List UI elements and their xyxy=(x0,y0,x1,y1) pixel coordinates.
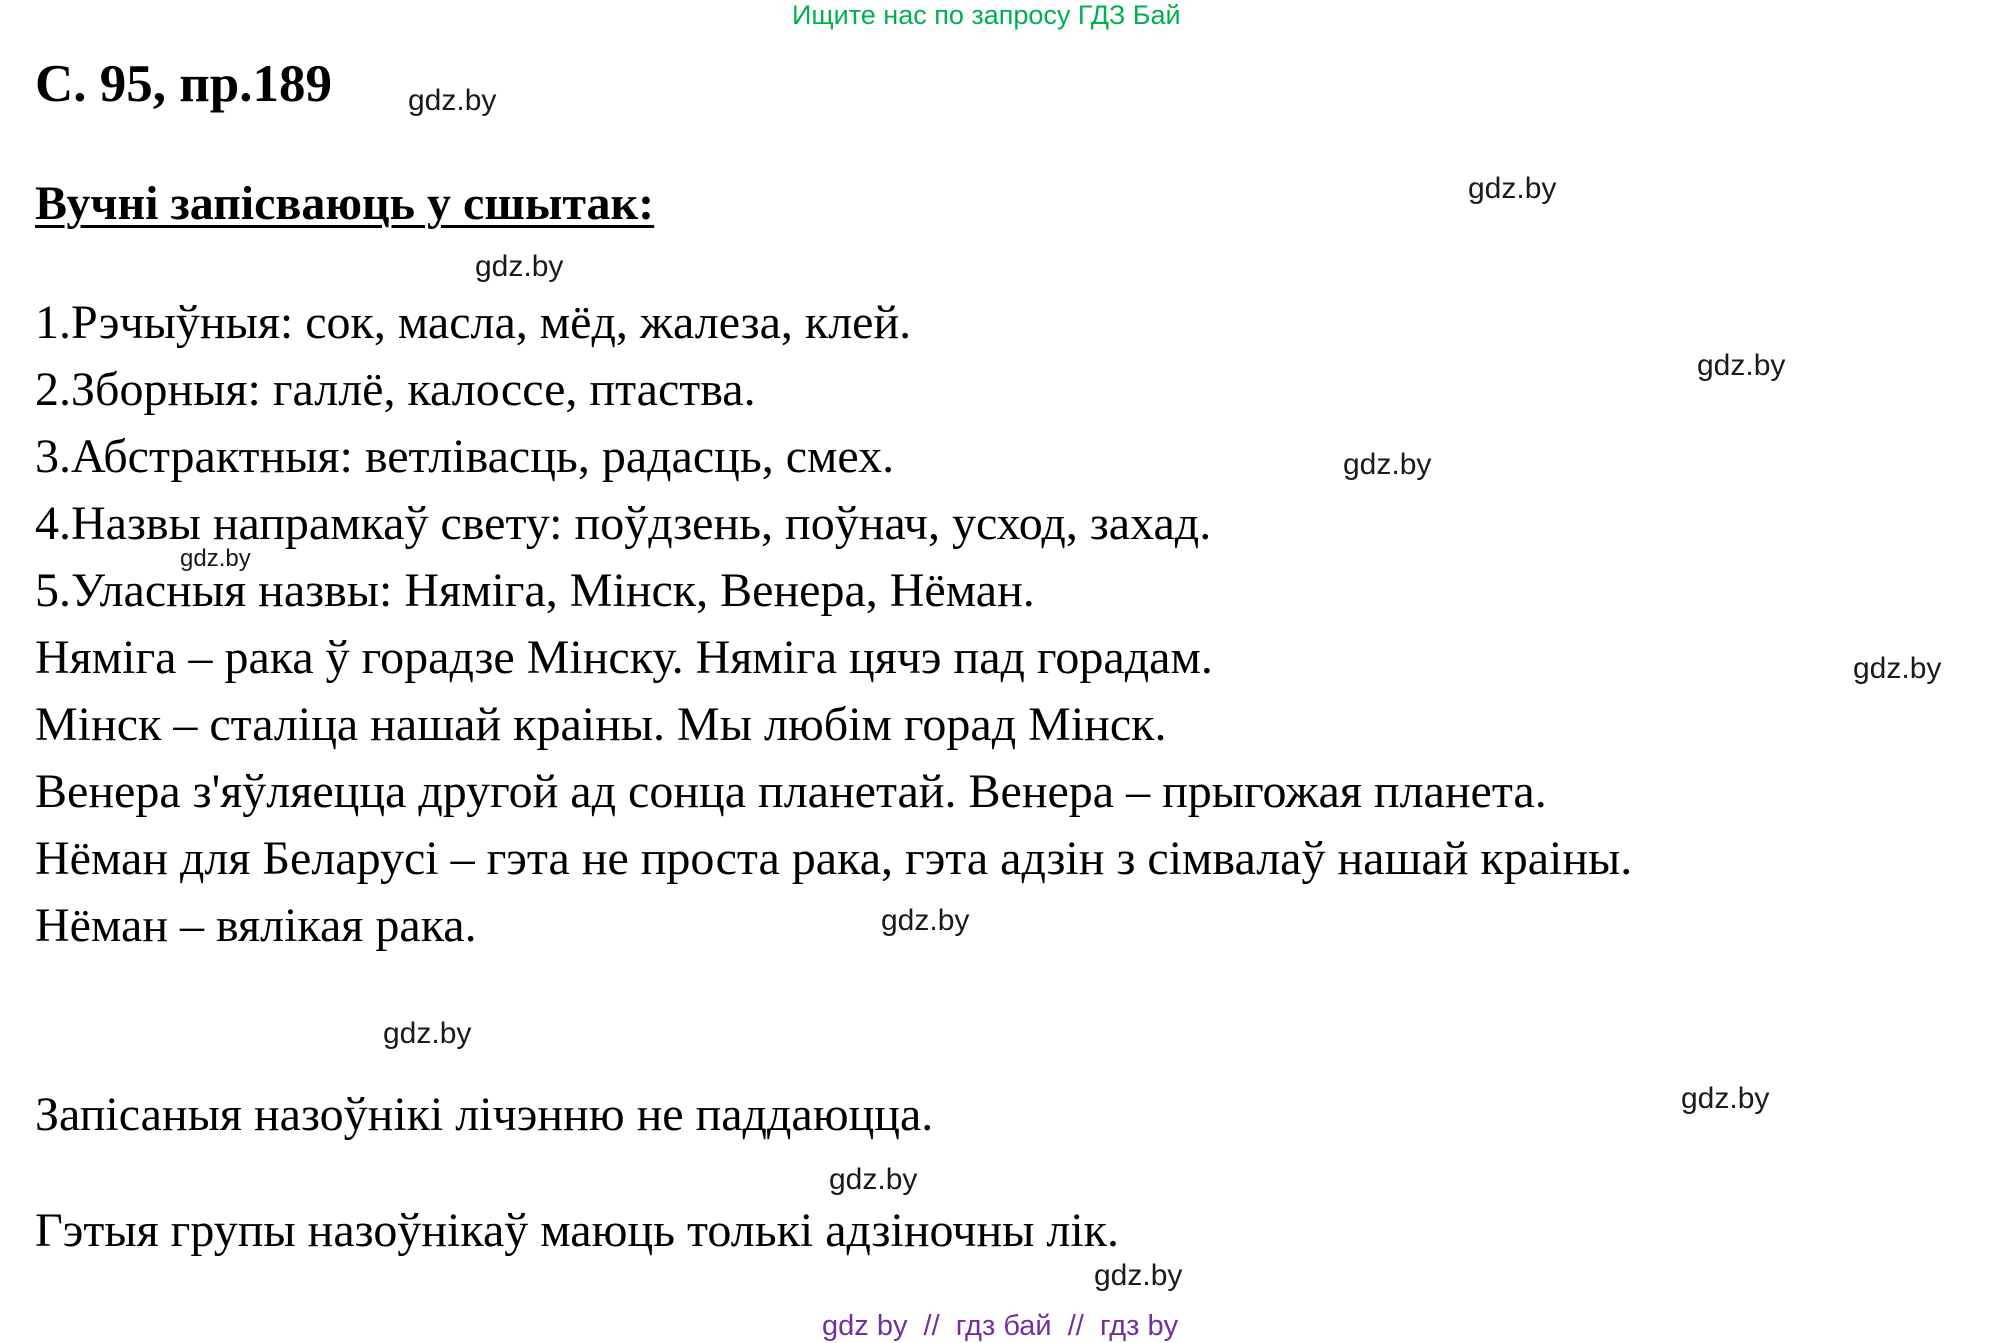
watermark: gdz.by xyxy=(881,904,970,937)
sentence-line: Нёман – вялікая рака. xyxy=(35,899,477,952)
watermark: gdz.by xyxy=(408,84,497,117)
watermark: gdz.by xyxy=(1468,172,1557,205)
conclusion-line-2: Гэтыя групы назоўнікаў маюць толькі адзіночны лік. xyxy=(35,1204,1119,1257)
watermark: gdz.by xyxy=(1094,1259,1183,1292)
watermark: gdz.by xyxy=(1697,349,1786,382)
page-title: С. 95, пр.189 xyxy=(35,55,333,113)
watermark: gdz.by xyxy=(829,1163,918,1196)
top-banner: Ищите нас по запросу ГДЗ Бай xyxy=(792,0,1181,30)
list-item-3: 3.Абстрактныя: ветлівасць, радасць, смех. xyxy=(35,430,895,483)
watermark: gdz.by xyxy=(1681,1082,1770,1115)
sentence-line: Нёман для Беларусі – гэта не проста рака, гэта адзін з сімвалаў нашай краіны. xyxy=(35,832,1633,885)
watermark: gdz.by xyxy=(1853,652,1942,685)
watermark: gdz.by xyxy=(383,1017,472,1050)
sentence-line: Няміга – рака ў горадзе Мінску. Няміга цячэ пад горадам. xyxy=(35,631,1213,684)
list-item-2: 2.Зборныя: галлё, калоссе, птаства. xyxy=(35,363,756,416)
conclusion-line-1: Запісаныя назоўнікі лічэнню не паддаюцца. xyxy=(35,1088,934,1141)
section-heading: Вучні запісваюць у сшытак: xyxy=(35,177,655,230)
list-item-1: 1.Рэчыўныя: сок, масла, мёд, жалеза, клей. xyxy=(35,296,912,349)
sentence-line: Мінск – сталіца нашай краіны. Мы любім горад Мінск. xyxy=(35,698,1167,751)
list-item-5: 5.Уласныя назвы: Няміга, Мінск, Венера, Нёман. xyxy=(35,564,1035,617)
footer-links: gdz by // гдз бай // гдз by xyxy=(822,1310,1179,1342)
watermark: gdz.by xyxy=(1343,448,1432,481)
watermark: gdz.by xyxy=(475,250,564,283)
watermark: gdz.by xyxy=(180,545,251,572)
list-item-4: 4.Назвы напрамкаў свету: поўдзень, поўнач, усход, захад. xyxy=(35,497,1212,550)
sentence-line: Венера з'яўляецца другой ад сонца планетай. Венера – прыгожая планета. xyxy=(35,765,1547,818)
